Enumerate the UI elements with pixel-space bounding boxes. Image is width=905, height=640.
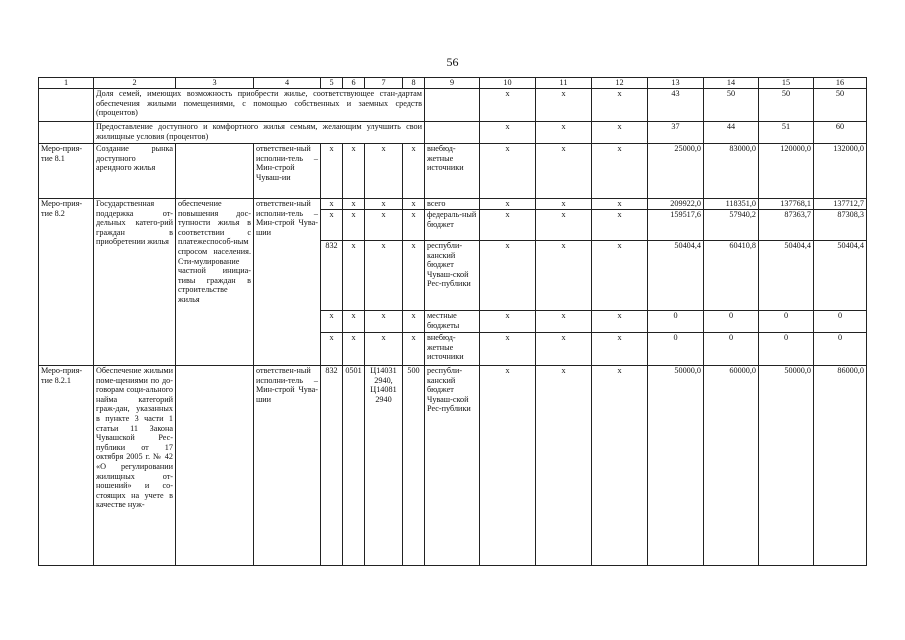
cell: x bbox=[592, 199, 648, 210]
cell: x bbox=[480, 89, 536, 122]
measure-goal: обеспечение повышения дос-тупности жилья в соответствии с платежеспособ-ным спросом населения. Сти-мулирование частной инициа-тивы граждан в строительстве жилья bbox=[176, 199, 254, 366]
cell: x bbox=[536, 89, 592, 122]
cell: 500 bbox=[403, 366, 425, 566]
cell: x bbox=[365, 311, 403, 333]
cell: Ц14031 2940, Ц14081 2940 bbox=[365, 366, 403, 566]
cell: x bbox=[592, 122, 648, 144]
cell: x bbox=[592, 311, 648, 333]
indicator-text: Доля семей, имеющих возможность приобрести жилье, соответствующее стан-дартам обеспечения жилыми помещениями, с помощью собственных и заемных средств (процентов) bbox=[94, 89, 425, 122]
col-num: 1 bbox=[39, 78, 94, 89]
cell: 0 bbox=[648, 333, 704, 366]
cell: x bbox=[403, 311, 425, 333]
col-num: 7 bbox=[365, 78, 403, 89]
cell: x bbox=[480, 144, 536, 199]
cell: x bbox=[403, 199, 425, 210]
cell: 0 bbox=[814, 311, 867, 333]
cell: x bbox=[480, 241, 536, 311]
cell: 83000,0 bbox=[704, 144, 759, 199]
cell: 0 bbox=[759, 333, 814, 366]
cell: x bbox=[592, 144, 648, 199]
cell: 43 bbox=[648, 89, 704, 122]
cell: x bbox=[536, 199, 592, 210]
col-num: 11 bbox=[536, 78, 592, 89]
cell: 50404,4 bbox=[759, 241, 814, 311]
measure-name: Обеспечение жилыми поме-щениями по до-говорам соци-ального найма категорий граж-дан, указанных в пункте 3 части 1 статьи 11 Закона Чувашской Рес-публики от 17 октября 2005 г. № 42 «О регулировании жилищных от-ношений» и со-стоящих на учете в качестве нуж- bbox=[94, 366, 176, 566]
cell: x bbox=[592, 241, 648, 311]
cell: 0 bbox=[704, 311, 759, 333]
cell: x bbox=[536, 144, 592, 199]
cell: x bbox=[536, 366, 592, 566]
measure-label: Меро-прия-тие 8.2.1 bbox=[39, 366, 94, 566]
col-num: 14 bbox=[704, 78, 759, 89]
cell: x bbox=[480, 333, 536, 366]
cell: x bbox=[403, 210, 425, 241]
cell: 50000,0 bbox=[648, 366, 704, 566]
col-num: 13 bbox=[648, 78, 704, 89]
cell: 60410,8 bbox=[704, 241, 759, 311]
cell: x bbox=[365, 199, 403, 210]
cell: 132000,0 bbox=[814, 144, 867, 199]
funding-source: республи-канский бюджет Чуваш-ской Рес-публики bbox=[425, 366, 480, 566]
measure-name: Государственная поддержка от-дельных катего-рий граждан в приобретении жилья bbox=[94, 199, 176, 366]
indicator-row bbox=[39, 89, 867, 122]
measure-8-2-row bbox=[39, 199, 867, 210]
col-num: 2 bbox=[94, 78, 176, 89]
funding-source: федераль-ный бюджет bbox=[425, 210, 480, 241]
cell: 118351,0 bbox=[704, 199, 759, 210]
cell: x bbox=[343, 333, 365, 366]
funding-source: всего bbox=[425, 199, 480, 210]
cell: x bbox=[536, 122, 592, 144]
measure-executor: ответствен-ный исполни-тель – Мин-строй Чува-шии bbox=[254, 199, 321, 366]
cell: 0 bbox=[814, 333, 867, 366]
cell: x bbox=[480, 311, 536, 333]
cell: 50404,4 bbox=[814, 241, 867, 311]
col-num: 16 bbox=[814, 78, 867, 89]
cell: x bbox=[321, 199, 343, 210]
cell: x bbox=[343, 241, 365, 311]
indicator-text: Предоставление доступного и комфортного жилья семьям, желающим улучшить свои жилищные условия (процентов) bbox=[94, 122, 425, 144]
cell: x bbox=[403, 333, 425, 366]
cell: 25000,0 bbox=[648, 144, 704, 199]
cell: x bbox=[403, 144, 425, 199]
cell: 60000,0 bbox=[704, 366, 759, 566]
col-num: 10 bbox=[480, 78, 536, 89]
cell: 50 bbox=[814, 89, 867, 122]
cell: x bbox=[343, 210, 365, 241]
measure-label: Меро-прия-тие 8.1 bbox=[39, 144, 94, 199]
cell: 832 bbox=[321, 366, 343, 566]
measure-executor: ответствен-ный исполни-тель – Мин-строй Чуваш-ии bbox=[254, 144, 321, 199]
col-num: 9 bbox=[425, 78, 480, 89]
cell: 0 bbox=[648, 311, 704, 333]
col-num: 6 bbox=[343, 78, 365, 89]
funding-source: внебюд-жетные источники bbox=[425, 144, 480, 199]
cell: 137768,1 bbox=[759, 199, 814, 210]
cell: 209922,0 bbox=[648, 199, 704, 210]
cell: x bbox=[592, 366, 648, 566]
cell: 86000,0 bbox=[814, 366, 867, 566]
cell: x bbox=[343, 311, 365, 333]
cell: x bbox=[365, 144, 403, 199]
measure-name: Создание рынка доступного арендного жилья bbox=[94, 144, 176, 199]
cell: x bbox=[403, 241, 425, 311]
cell: 120000,0 bbox=[759, 144, 814, 199]
cell: x bbox=[321, 144, 343, 199]
col-num: 8 bbox=[403, 78, 425, 89]
funding-source: местные бюджеты bbox=[425, 311, 480, 333]
col-num: 12 bbox=[592, 78, 648, 89]
funding-source: внебюд-жетные источники bbox=[425, 333, 480, 366]
cell: 87308,3 bbox=[814, 210, 867, 241]
cell: x bbox=[365, 333, 403, 366]
cell: 50 bbox=[759, 89, 814, 122]
program-table bbox=[38, 77, 867, 566]
cell: 0 bbox=[759, 311, 814, 333]
col-num: 3 bbox=[176, 78, 254, 89]
measure-executor: ответствен-ный исполни-тель – Мин-строй Чува-шии bbox=[254, 366, 321, 566]
cell: x bbox=[480, 366, 536, 566]
cell: x bbox=[321, 210, 343, 241]
col-num: 5 bbox=[321, 78, 343, 89]
cell: x bbox=[592, 89, 648, 122]
cell: 137712,7 bbox=[814, 199, 867, 210]
cell: x bbox=[365, 210, 403, 241]
cell: x bbox=[480, 199, 536, 210]
cell: 87363,7 bbox=[759, 210, 814, 241]
cell: 50404,4 bbox=[648, 241, 704, 311]
cell: 159517,6 bbox=[648, 210, 704, 241]
cell: 37 bbox=[648, 122, 704, 144]
funding-source: республи-канский бюджет Чуваш-ской Рес-публики bbox=[425, 241, 480, 311]
measure-label: Меро-прия-тие 8.2 bbox=[39, 199, 94, 366]
indicator-row bbox=[39, 122, 867, 144]
col-num: 15 bbox=[759, 78, 814, 89]
cell: x bbox=[536, 210, 592, 241]
page-number: 56 bbox=[446, 55, 459, 69]
cell: 50000,0 bbox=[759, 366, 814, 566]
cell: 60 bbox=[814, 122, 867, 144]
cell: 51 bbox=[759, 122, 814, 144]
cell: 44 bbox=[704, 122, 759, 144]
cell: 57940,2 bbox=[704, 210, 759, 241]
cell: 832 bbox=[321, 241, 343, 311]
cell: x bbox=[480, 210, 536, 241]
column-number-row bbox=[39, 78, 867, 89]
cell: x bbox=[592, 333, 648, 366]
cell: 50 bbox=[704, 89, 759, 122]
cell: x bbox=[321, 311, 343, 333]
cell: x bbox=[536, 241, 592, 311]
cell: x bbox=[480, 122, 536, 144]
cell: 0 bbox=[704, 333, 759, 366]
cell: 0501 bbox=[343, 366, 365, 566]
cell: x bbox=[343, 144, 365, 199]
cell: x bbox=[592, 210, 648, 241]
measure-8-2-1-row bbox=[39, 366, 867, 566]
cell: x bbox=[365, 241, 403, 311]
col-num: 4 bbox=[254, 78, 321, 89]
cell: x bbox=[536, 311, 592, 333]
cell: x bbox=[343, 199, 365, 210]
cell: x bbox=[321, 333, 343, 366]
measure-8-1-row bbox=[39, 144, 867, 199]
cell: x bbox=[536, 333, 592, 366]
